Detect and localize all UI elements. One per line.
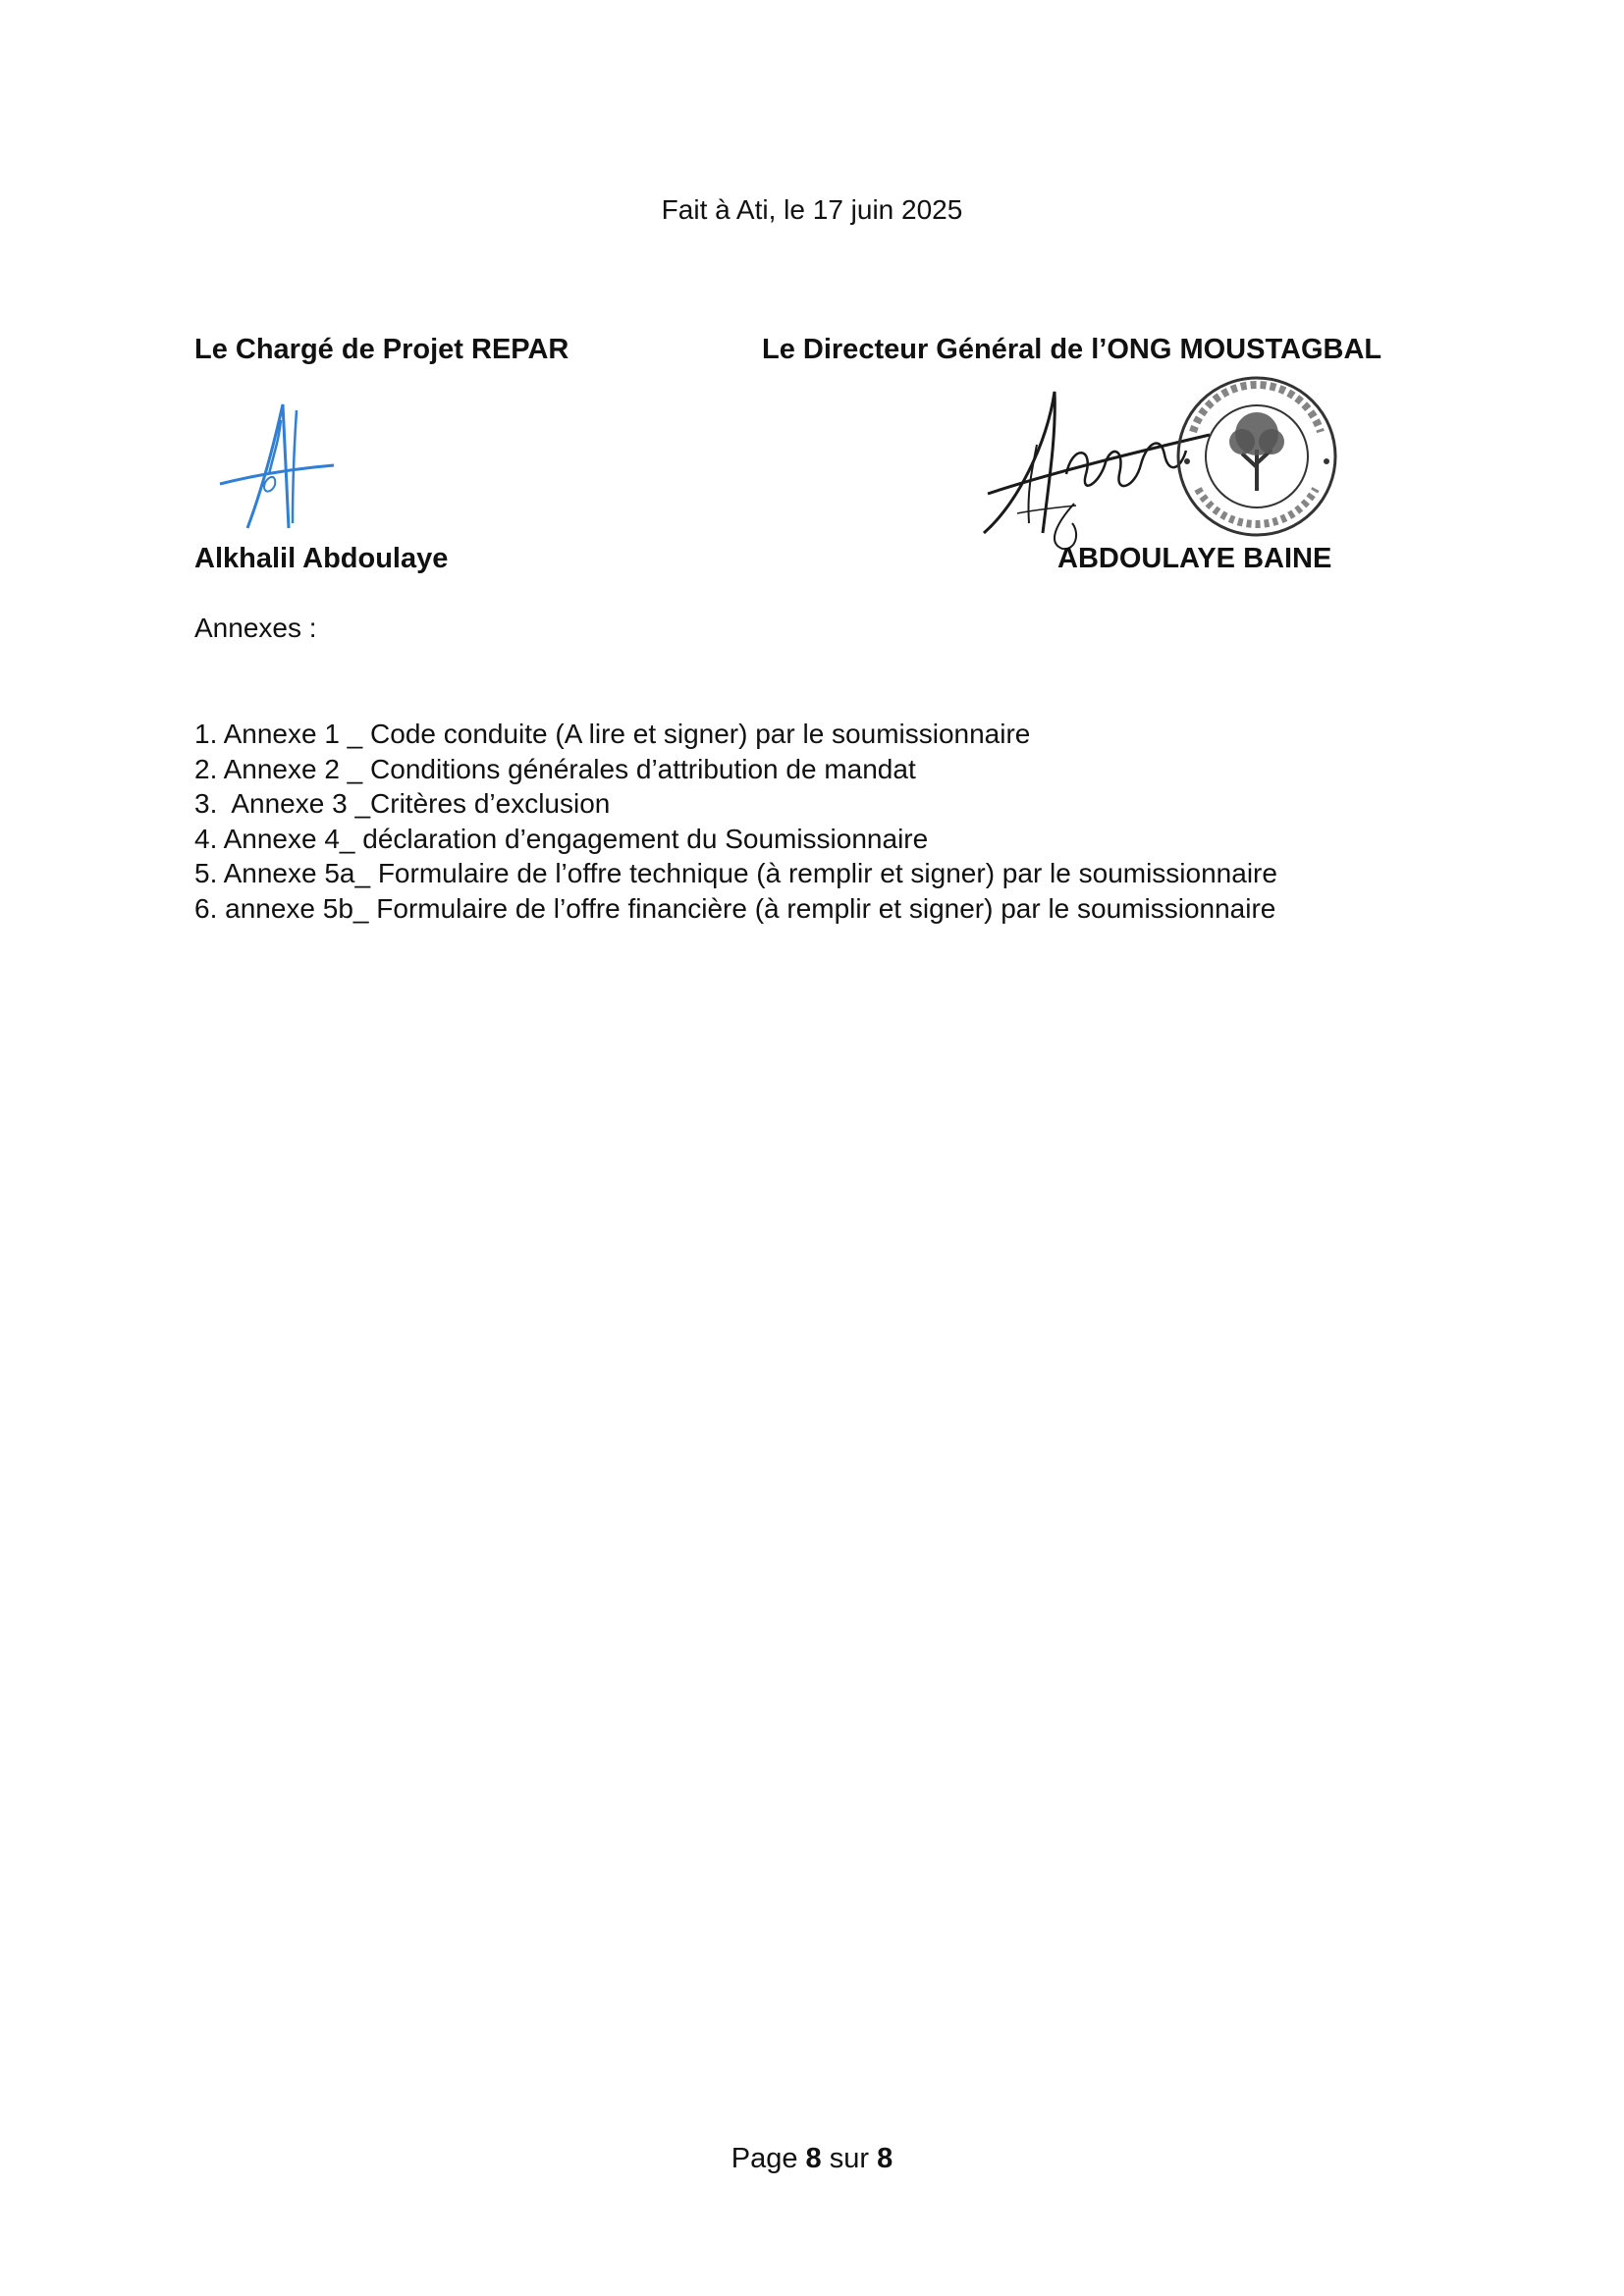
left-signatory-title: Le Chargé de Projet REPAR (194, 334, 569, 365)
page-footer (0, 2143, 1624, 2175)
annex-item: 4. Annexe 4_ déclaration d’engagement du Soumissionnaire (194, 823, 929, 854)
left-signatory-name: Alkhalil Abdoulaye (194, 543, 449, 574)
annex-item: 6. annexe 5b_ Formulaire de l’offre financière (à remplir et signer) par le soumissionnaire (194, 892, 1276, 924)
left-signature (218, 400, 336, 534)
annex-item: 5. Annexe 5a_ Formulaire de l’offre technique (à remplir et signer) par le soumissionnaire (194, 858, 1277, 888)
right-signatory-title: Le Directeur Général de l’ONG MOUSTAGBAL (762, 334, 1382, 365)
current-page-number: 8 (805, 2143, 822, 2174)
right-signatory-name: ABDOULAYE BAINE (1057, 543, 1332, 574)
annexes-heading: Annexes : (194, 613, 317, 643)
annex-list (194, 717, 1277, 926)
footer-middle: sur (829, 2143, 870, 2174)
place-date: Fait à Ati, le 17 juin 2025 (661, 194, 963, 225)
annex-item: 1. Annexe 1 _ Code conduite (A lire et signer) par le soumissionnaire (194, 719, 1031, 749)
annex-item: 3. Annexe 3 _Critères d’exclusion (194, 788, 611, 819)
organization-stamp (1173, 373, 1340, 540)
footer-prefix: Page (731, 2143, 798, 2174)
annex-item: 2. Annexe 2 _ Conditions générales d’attribution de mandat (194, 753, 916, 784)
total-page-number: 8 (877, 2143, 893, 2174)
